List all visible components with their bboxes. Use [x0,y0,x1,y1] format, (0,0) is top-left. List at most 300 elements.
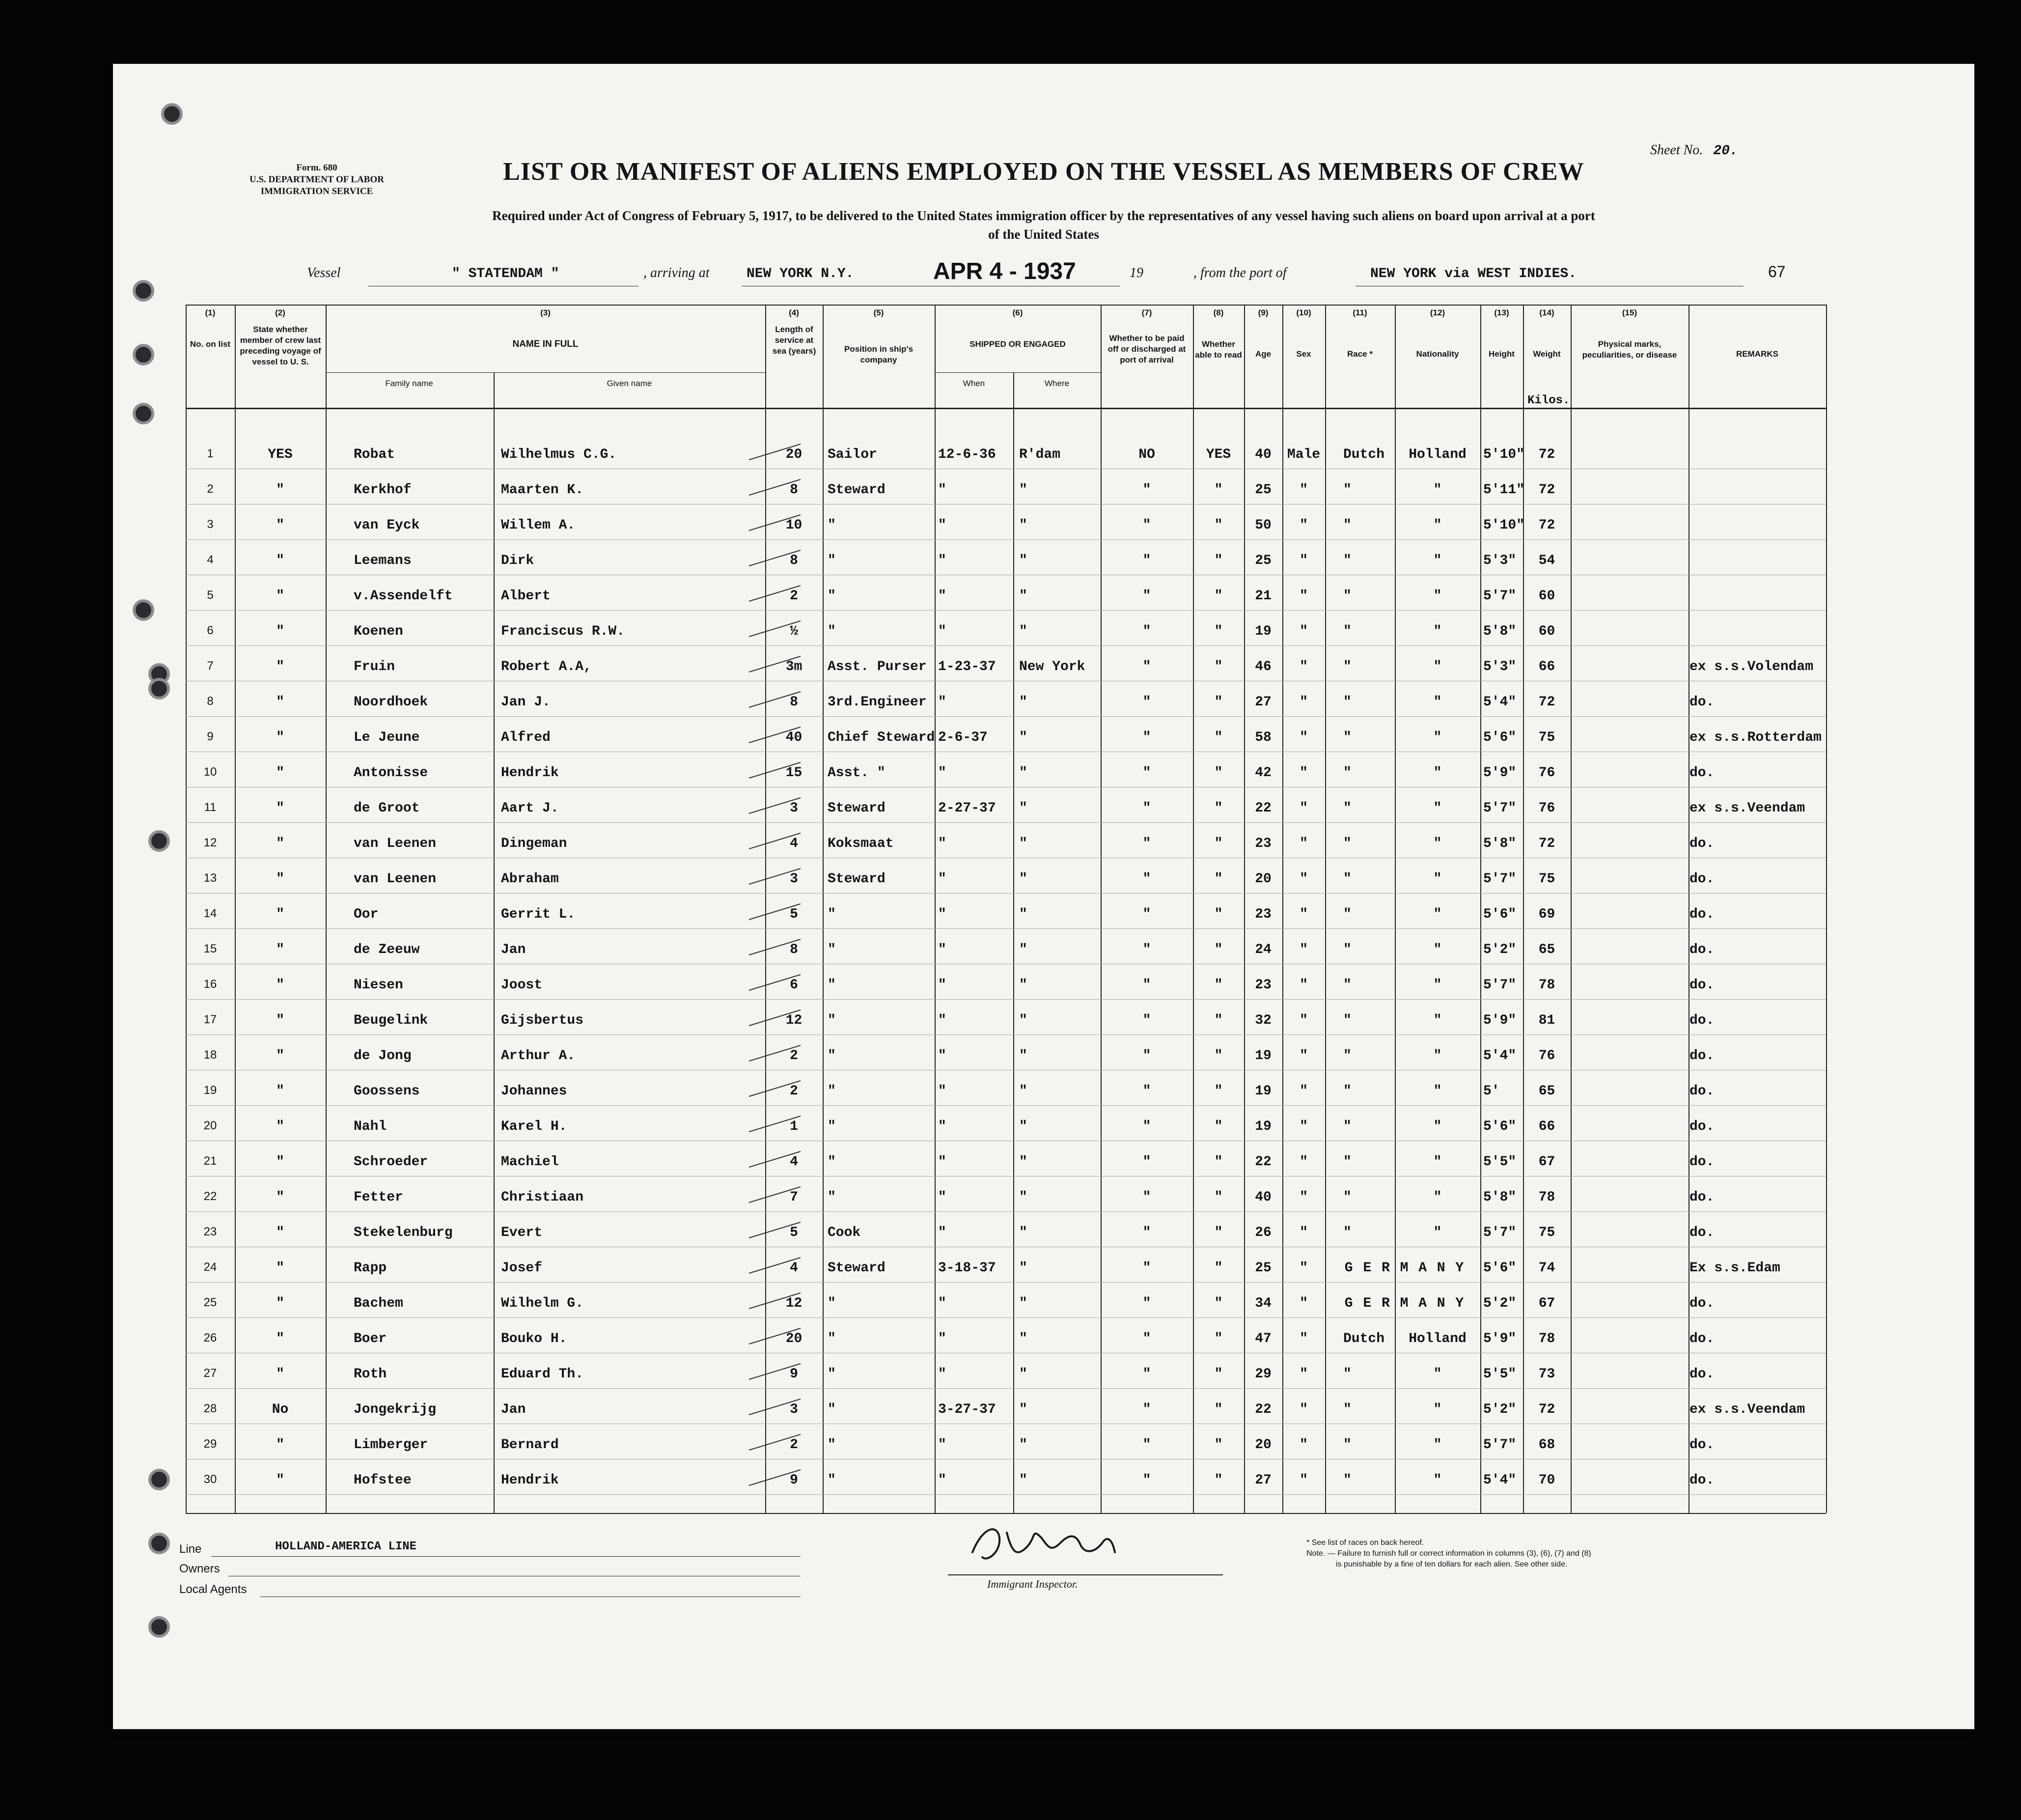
row-paid-off: " [1142,553,1151,568]
page-title: LIST OR MANIFEST OF ALIENS EMPLOYED ON THE VESSEL AS MEMBERS OF CREW [503,158,1584,186]
pencil-check-mark [747,1218,805,1243]
row-height: 5'6" [1483,907,1517,922]
header-given-name: Given name [607,379,652,388]
row-member: " [276,1260,284,1276]
row-sex: Male [1287,447,1321,462]
row-nationality: " [1433,659,1442,674]
row-height: 5'8" [1483,836,1517,851]
row-remarks: do. [1689,978,1715,993]
row-rule [186,1211,1826,1212]
row-weight: 76 [1538,1048,1555,1064]
row-height: 5'9" [1483,765,1517,781]
row-given-name: Gerrit L. [501,907,576,922]
pencil-check-mark [747,1006,805,1031]
form-service: IMMIGRATION SERVICE [260,186,373,196]
row-height: 5'8" [1483,1190,1517,1205]
row-number: 24 [203,1260,217,1274]
row-nationality: " [1433,978,1442,993]
row-race: " [1343,978,1352,993]
row-number: 6 [207,624,214,637]
row-paid-off: " [1142,1473,1151,1488]
header-shipped-engaged: SHIPPED OR ENGAGED [969,339,1066,349]
row-remarks: do. [1689,1296,1715,1311]
table-column-border [1571,305,1572,1513]
row-sex: " [1300,801,1308,816]
row-service: 4 [790,1154,798,1170]
row-member: " [276,1119,284,1134]
row-number: 21 [203,1154,217,1168]
row-number: 12 [203,836,217,849]
row-weight: 60 [1538,624,1555,639]
row-position: Asst. Purser [828,659,927,674]
row-when: 2-6-37 [938,730,988,745]
row-number: 18 [203,1048,217,1062]
table-header-border [186,408,1826,409]
row-member: " [276,1154,284,1170]
row-able-read: YES [1206,447,1231,462]
row-when: " [938,942,946,957]
pencil-check-mark [747,511,805,535]
row-position: 3rd.Engineer [828,695,927,710]
row-race: " [1343,1190,1352,1205]
punch-hole [133,344,154,365]
row-position: " [828,1437,836,1453]
punch-hole [161,103,183,125]
row-paid-off: " [1142,836,1151,851]
col-num-11: (11) [1353,308,1367,317]
row-number: 3 [207,518,214,531]
row-number: 9 [207,730,214,743]
row-race: " [1343,1402,1352,1417]
row-number: 1 [207,447,214,460]
row-family-name: Noordhoek [354,695,428,710]
row-weight: 70 [1538,1473,1555,1488]
row-weight: 76 [1538,765,1555,781]
row-remarks: do. [1689,1013,1715,1028]
row-nationality: " [1433,871,1442,887]
row-paid-off: " [1142,695,1151,710]
row-given-name: Aart J. [501,801,559,816]
row-race: " [1343,1154,1352,1170]
row-given-name: Wilhelmus C.G. [501,447,617,462]
row-sex: " [1300,695,1308,710]
col-num-10: (10) [1296,308,1311,317]
col-num-15: (15) [1622,308,1637,317]
row-given-name: Jan [501,942,526,957]
row-remarks: do. [1689,1048,1715,1064]
row-paid-off: " [1142,1084,1151,1099]
row-sex: " [1300,730,1308,745]
col-num-9: (9) [1258,308,1269,317]
row-number: 16 [203,978,217,991]
header-sex: Sex [1296,349,1311,359]
row-paid-off: " [1142,942,1151,957]
row-rule [186,1105,1826,1106]
row-weight: 78 [1538,1331,1555,1346]
row-age: 19 [1255,1048,1272,1064]
row-height: 5'11" [1483,482,1525,498]
row-where: " [1019,1260,1027,1276]
row-where: " [1019,1048,1027,1064]
row-remarks: do. [1689,1190,1715,1205]
row-rule [186,999,1826,1000]
row-age: 50 [1255,518,1272,533]
row-where: R'dam [1019,447,1061,462]
row-given-name: Wilhelm G. [501,1296,584,1311]
row-race: " [1343,482,1352,498]
row-paid-off: NO [1138,447,1155,462]
row-given-name: Christiaan [501,1190,584,1205]
pencil-check-mark [747,1395,805,1420]
row-sex: " [1300,1437,1308,1453]
row-nationality: Holland [1409,1331,1467,1346]
row-able-read: " [1214,1225,1223,1240]
table-column-border [494,372,495,1513]
row-position: " [828,1048,836,1064]
pencil-check-mark [747,617,805,642]
row-race: " [1343,624,1352,639]
punch-hole [148,1616,170,1638]
row-service: 20 [785,1331,803,1346]
row-member: " [276,1437,284,1453]
row-nationality: " [1433,1084,1442,1099]
row-nationality: " [1433,553,1442,568]
row-weight: 75 [1538,730,1555,745]
row-where: " [1019,482,1027,498]
row-member: " [276,836,284,851]
row-age: 29 [1255,1367,1272,1382]
row-age: 40 [1255,447,1272,462]
vessel-label: Vessel [307,265,341,280]
row-able-read: " [1214,1296,1223,1311]
row-paid-off: " [1142,1154,1151,1170]
row-where: " [1019,518,1027,533]
row-able-read: " [1214,1119,1223,1134]
pencil-check-mark [747,546,805,571]
underline [948,1574,1223,1575]
row-family-name: Nahl [354,1119,387,1134]
row-age: 23 [1255,907,1272,922]
row-weight: 75 [1538,1225,1555,1240]
row-able-read: " [1214,801,1223,816]
row-rule [186,539,1826,540]
row-number: 14 [203,907,217,920]
row-where: " [1019,801,1027,816]
table-column-border [326,305,327,1513]
row-position: Sailor [828,447,877,462]
row-when: " [938,836,946,851]
header-race: Race * [1347,349,1373,359]
row-weight: 78 [1538,978,1555,993]
row-member: " [276,907,284,922]
row-nationality: " [1433,1367,1442,1382]
row-weight: 60 [1538,588,1555,604]
pencil-check-mark [747,900,805,924]
row-service: 4 [790,836,798,851]
row-when: " [938,1473,946,1488]
row-family-name: Bachem [354,1296,403,1311]
row-weight: 72 [1538,482,1555,498]
row-race: " [1343,1084,1352,1099]
row-service: 6 [790,978,798,993]
row-position: " [828,1473,836,1488]
row-age: 22 [1255,1154,1272,1170]
row-family-name: Roth [354,1367,387,1382]
row-family-name: de Zeeuw [354,942,420,957]
table-column-border [823,305,824,1513]
row-member: " [276,765,284,781]
row-sex: " [1300,1402,1308,1417]
row-weight: 72 [1538,447,1555,462]
row-weight: 72 [1538,695,1555,710]
row-rule [186,1317,1826,1318]
row-race: " [1343,1437,1352,1453]
row-given-name: Dirk [501,553,534,568]
row-number: 23 [203,1225,217,1238]
row-nationality: " [1433,695,1442,710]
row-position: Asst. " [828,765,886,781]
row-number: 28 [203,1402,217,1415]
row-rule [186,928,1826,929]
row-able-read: " [1214,1473,1223,1488]
row-nationality: " [1433,624,1442,639]
row-service: 2 [790,588,798,604]
col-num-4: (4) [789,308,799,317]
pencil-check-mark [747,476,805,500]
row-when: " [938,907,946,922]
row-paid-off: " [1142,871,1151,887]
row-able-read: " [1214,765,1223,781]
row-rule [186,610,1826,611]
year-label: 19 [1130,265,1143,280]
header-family-name: Family name [385,379,433,388]
from-port: NEW YORK via WEST INDIES. [1370,266,1577,281]
row-given-name: Willem A. [501,518,576,533]
row-weight: 74 [1538,1260,1555,1276]
row-weight: 81 [1538,1013,1555,1028]
row-position: " [828,553,836,568]
row-number: 17 [203,1013,217,1026]
arriving-label: , arriving at [643,265,710,280]
row-nationality: " [1433,482,1442,498]
row-able-read: " [1214,695,1223,710]
row-race: " [1343,1048,1352,1064]
row-given-name: Joost [501,978,543,993]
row-position: " [828,1296,836,1311]
row-age: 25 [1255,553,1272,568]
row-where: " [1019,978,1027,993]
row-when: " [938,1437,946,1453]
row-when: " [938,624,946,639]
row-number: 22 [203,1190,217,1203]
row-where: " [1019,765,1027,781]
row-member: " [276,518,284,533]
row-family-name: Le Jeune [354,730,420,745]
punch-hole [148,1533,170,1554]
pencil-check-mark [747,723,805,748]
subtitle [182,206,1906,244]
row-family-name: de Jong [354,1048,412,1064]
row-paid-off: " [1142,730,1151,745]
row-height: 5'2" [1483,1402,1517,1417]
row-race: " [1343,588,1352,604]
row-nationality: " [1433,1154,1442,1170]
weight-unit: Kilos. [1527,394,1570,407]
row-nationality: " [1433,1013,1442,1028]
row-position: " [828,1331,836,1346]
row-age: 25 [1255,1260,1272,1276]
row-position: " [828,1013,836,1028]
row-race: " [1343,553,1352,568]
punch-hole [133,403,154,424]
pencil-check-mark [747,1466,805,1490]
row-age: 21 [1255,588,1272,604]
row-when: 1-23-37 [938,659,996,674]
inspector-signature [963,1518,1125,1572]
col-num-7: (7) [1141,308,1152,317]
row-race: " [1343,765,1352,781]
row-where: " [1019,1331,1027,1346]
row-remarks: Ex s.s.Edam [1689,1260,1780,1276]
col-num-1: (1) [205,308,216,317]
pencil-check-mark [747,935,805,960]
row-sex: " [1300,1225,1308,1240]
row-where: " [1019,1225,1027,1240]
row-able-read: " [1214,1154,1223,1170]
row-where: " [1019,1473,1027,1488]
row-service: 1 [790,1119,798,1134]
row-age: 19 [1255,624,1272,639]
row-nationality: " [1433,518,1442,533]
row-able-read: " [1214,1331,1223,1346]
row-height: 5'7" [1483,871,1517,887]
row-able-read: " [1214,1084,1223,1099]
row-nationality: " [1433,1225,1442,1240]
row-number: 8 [207,695,214,708]
row-age: 40 [1255,1190,1272,1205]
row-family-name: Koenen [354,624,403,639]
row-sex: " [1300,482,1308,498]
pencil-check-mark [747,1430,805,1455]
form-number: Form. 680 [296,163,337,173]
row-height: 5'4" [1483,1048,1517,1064]
row-sex: " [1300,907,1308,922]
row-sex: " [1300,1084,1308,1099]
punch-hole [133,280,154,302]
row-member: " [276,588,284,604]
row-nationality: " [1433,1402,1442,1417]
row-family-name: Antonisse [354,765,428,781]
row-race: " [1343,1013,1352,1028]
row-race: G E R M A N Y [1344,1296,1465,1311]
row-when: " [938,1119,946,1134]
row-member: No [272,1402,289,1417]
row-number: 7 [207,659,214,672]
row-family-name: Schroeder [354,1154,428,1170]
row-position: " [828,1402,836,1417]
row-rule [186,716,1826,717]
row-family-name: Beugelink [354,1013,428,1028]
row-number: 26 [203,1331,217,1344]
header-physical-marks: Physical marks, peculiarities, or disease [1582,339,1677,360]
note-line-1: Note. — Failure to furnish full or correct information in columns (3), (6), (7) and (8) [1306,1549,1591,1558]
row-weight: 76 [1538,801,1555,816]
row-when: 12-6-36 [938,447,996,462]
row-member: " [276,553,284,568]
row-height: 5'5" [1483,1154,1517,1170]
row-sex: " [1300,588,1308,604]
row-service: 2 [790,1437,798,1453]
row-position: " [828,978,836,993]
row-age: 22 [1255,1402,1272,1417]
row-when: " [938,1296,946,1311]
row-service: 8 [790,942,798,957]
row-where: " [1019,942,1027,957]
row-given-name: Machiel [501,1154,559,1170]
punch-hole [133,599,154,621]
table-column-border [935,305,936,1513]
row-paid-off: " [1142,765,1151,781]
col-num-12: (12) [1430,308,1445,317]
pencil-check-mark [747,1183,805,1207]
pencil-check-mark [747,1112,805,1137]
header-nationality: Nationality [1416,349,1459,359]
row-paid-off: " [1142,624,1151,639]
row-number: 2 [207,482,214,496]
line-value: HOLLAND-AMERICA LINE [275,1540,417,1553]
pencil-check-mark [747,1324,805,1349]
row-paid-off: " [1142,1190,1151,1205]
row-able-read: " [1214,1367,1223,1382]
row-paid-off: " [1142,588,1151,604]
row-age: 19 [1255,1119,1272,1134]
row-member: " [276,659,284,674]
row-weight: 54 [1538,553,1555,568]
row-number: 13 [203,871,217,885]
row-family-name: van Eyck [354,518,420,533]
row-race: " [1343,659,1352,674]
date-stamp: APR 4 - 1937 [933,258,1076,284]
row-weight: 65 [1538,1084,1555,1099]
row-family-name: Hofstee [354,1473,412,1488]
row-number: 5 [207,588,214,602]
row-able-read: " [1214,553,1223,568]
row-age: 58 [1255,730,1272,745]
row-family-name: Kerkhof [354,482,412,498]
row-height: 5'9" [1483,1331,1517,1346]
row-race: " [1343,518,1352,533]
manifest-sheet [113,64,1974,1729]
row-remarks: do. [1689,1437,1715,1453]
row-where: " [1019,553,1027,568]
row-given-name: Johannes [501,1084,567,1099]
row-number: 29 [203,1437,217,1451]
row-height: 5'6" [1483,730,1517,745]
col-num-2: (2) [275,308,285,317]
row-member: " [276,1013,284,1028]
row-when: " [938,1225,946,1240]
row-given-name: Arthur A. [501,1048,576,1064]
row-where: " [1019,907,1027,922]
row-when: " [938,553,946,568]
row-family-name: Stekelenburg [354,1225,453,1240]
row-given-name: Karel H. [501,1119,567,1134]
row-remarks: do. [1689,765,1715,781]
row-member: " [276,1331,284,1346]
row-nationality: " [1433,801,1442,816]
row-weight: 78 [1538,1190,1555,1205]
row-given-name: Jan J. [501,695,551,710]
